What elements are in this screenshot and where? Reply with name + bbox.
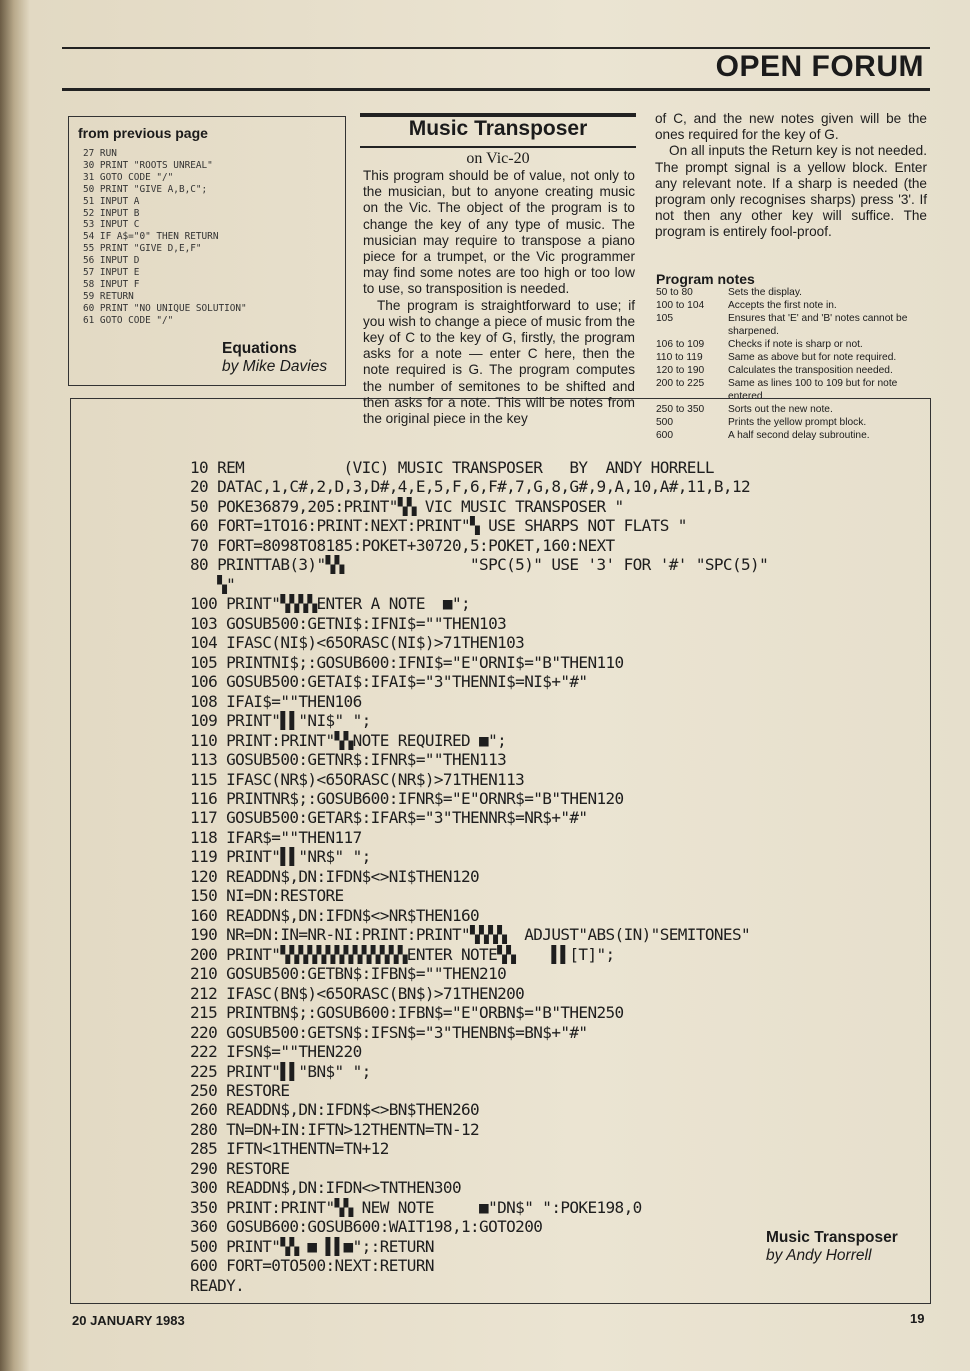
header-underline (62, 88, 930, 91)
note-row (656, 364, 930, 377)
page-number: 19 (910, 1311, 925, 1326)
note-desc: Sorts out the new note. (728, 404, 833, 415)
note-range: 200 to 225 (656, 378, 705, 389)
note-row (656, 351, 930, 364)
article-title: Music Transposer (408, 117, 588, 140)
note-range: 600 (656, 430, 673, 441)
article-subtitle: on Vic-20 (466, 150, 530, 167)
listing-caption-author: by Andy Horrell (766, 1247, 872, 1264)
note-row (656, 299, 930, 312)
article-paragraph: This program should be of value, not only to the musician, but to anyone creating music on the Vic. The object of the program is to change the key of any type of music. The musician may require to transpose a piano piece for a trumpet, or the Vic programmer may find some notes are too high or too low to use, so transposition is needed. (363, 168, 635, 297)
top-rule (62, 47, 930, 49)
article-paragraph: The program is straightforward to use; if you wish to change a piece of music from the key of C to the key of G, firstly, the program asks for a note — enter C here, then the note required is G. The program computes the number of semitones to be shifted and then asks for a note. This will be notes from the original piece in the key (363, 297, 636, 427)
note-range: 50 to 80 (656, 287, 693, 298)
note-desc: Same as above but for note required. (728, 352, 897, 363)
equations-code-listing: 27 RUN 30 PRINT "ROOTS UNREAL" 31 GOTO CODE "/" 50 PRINT "GIVE A,B,C"; 51 INPUT A 52 INPUT B 53 INPUT C 54 IF A$="0" THEN RETURN 55 PRINT "GIVE D,E,F" 56 INPUT D 57 INPUT E 58 INPUT F 59 RETURN 60 PRINT "NO UNIQUE SOLUTION" 61 GOTO CODE "/" (83, 148, 247, 326)
article-column-1 (363, 168, 635, 427)
note-range: 500 (656, 417, 673, 428)
article-title-rule (360, 146, 636, 148)
previous-page-title: from previous page (78, 125, 208, 141)
note-desc: A half second delay subroutine. (728, 430, 870, 441)
note-desc: Checks if note is sharp or not. (728, 339, 863, 350)
note-desc: Prints the yellow prompt block. (728, 417, 867, 428)
note-row (656, 286, 930, 299)
equations-caption (222, 340, 327, 376)
note-range: 100 to 104 (656, 300, 705, 311)
note-desc: Calculates the transposition needed. (728, 365, 893, 376)
equations-caption-author: by Mike Davies (222, 358, 328, 375)
note-row (656, 312, 930, 338)
note-range: 105 (656, 313, 673, 324)
footer-date: 20 JANUARY 1983 (72, 1313, 185, 1328)
article-paragraph: of C, and the new notes given will be the ones required for the key of G. (655, 111, 927, 143)
note-row (656, 338, 930, 351)
program-notes-title: Program notes (656, 271, 755, 287)
equations-caption-title: Equations (222, 340, 297, 357)
article-paragraph: On all inputs the Return key is not needed. The prompt signal is a yellow block. Enter any relevant note. If a sharp is needed (the program only recognises sharps) press '3'. If not then any other key will suffice. The program is entirely fool-proof. (655, 143, 927, 240)
listing-caption-title: Music Transposer (766, 1229, 898, 1246)
note-desc: Same as lines 100 to 109 but for note entered. (728, 378, 898, 402)
listing-caption (766, 1229, 898, 1265)
note-desc: Ensures that 'E' and 'B' notes cannot be sharpened. (728, 313, 908, 337)
note-desc: Accepts the first note in. (728, 300, 837, 311)
article-column-2 (655, 111, 927, 241)
note-range: 106 to 109 (656, 339, 705, 350)
section-title: OPEN FORUM (715, 50, 924, 83)
music-transposer-code-listing: 10 REM (VIC) MUSIC TRANSPOSER BY ANDY HORRELL 20 DATAC,1,C#,2,D,3,D#,4,E,5,F,6,F#,7,G,8,G#,9,A,10,A#,11,B,12 50 POKE36879,205:PRINT"▚▚ VIC MUSIC TRANSPOSER " 60 FORT=1TO16:PRINT:NEXT:PRINT"▚ USE SHARPS NOT FLATS " 70 FORT=8098TO8185:POKET+30720,5:POKET,160:NEXT 80 PRINTTAB(3)"▚▚ "SPC(5)" USE '3' FOR '#' "SPC(5)" ▚" 100 PRINT"▚▚▚▚ENTER A NOTE ■"; 103 GOSUB500:GETNI$:IFNI$=""THEN103 104 IFASC(NI$)<65ORASC(NI$)>71THEN103 105 PRINTNI$;:GOSUB600:IFNI$="E"ORNI$="B"THEN110 106 GOSUB500:GETAI$:IFAI$="3"THENNI$=NI$+"#" 108 IFAI$=""THEN106 109 PRINT"▌▌"NI$" "; 110 PRINT:PRINT"▚▚NOTE REQUIRED ■"; 113 GOSUB500:GETNR$:IFNR$=""THEN113 115 IFASC(NR$)<65ORASC(NR$)>71THEN113 116 PRINTNR$;:GOSUB600:IFNR$="E"ORNR$="B"THEN120 117 GOSUB500:GETAR$:IFAR$="3"THENNR$=NR$+"#" 118 IFAR$=""THEN117 119 PRINT"▌▌"NR$" "; 120 READDN$,DN:IFDN$<>NI$THEN120 150 NI=DN:RESTORE 160 READDN$,DN:IFDN$<>NR$THEN160 190 NR=DN:IN=NR-NI:PRINT:PRINT"▚▚▚▚ ADJUST"ABS(IN)"SEMITONES" 200 PRINT"▚▚▚▚▚▚▚▚▚▚▚▚▚▚ENTER NOTE▚▚ ▌▌[T]"; 210 GOSUB500:GETBN$:IFBN$=""THEN210 212 IFASC(BN$)<65ORASC(BN$)>71THEN200 215 PRINTBN$;:GOSUB600:IFBN$="E"ORBN$="B"THEN250 220 GOSUB500:GETSN$:IFSN$="3"THENBN$=BN$+"#" 222 IFSN$=""THEN220 225 PRINT"▌▌"BN$" "; 250 RESTORE 260 READDN$,DN:IFDN$<>BN$THEN260 280 TN=DN+IN:IFTN>12THENTN=TN-12 285 IFTN<1THENTN=TN+12 290 RESTORE 300 READDN$,DN:IFDN<>TNTHEN300 350 PRINT:PRINT"▚▚ NEW NOTE ■"DN$" ":POKE198,0 360 GOSUB600:GOSUB600:WAIT198,1:GOTO200 500 PRINT"▚▚ ■ ▌▌■";:RETURN 600 FORT=0TO500:NEXT:RETURN READY. (190, 458, 769, 1295)
note-desc: Sets the display. (728, 287, 802, 298)
note-range: 120 to 190 (656, 365, 705, 376)
note-range: 250 to 350 (656, 404, 705, 415)
note-range: 110 to 119 (656, 352, 703, 363)
